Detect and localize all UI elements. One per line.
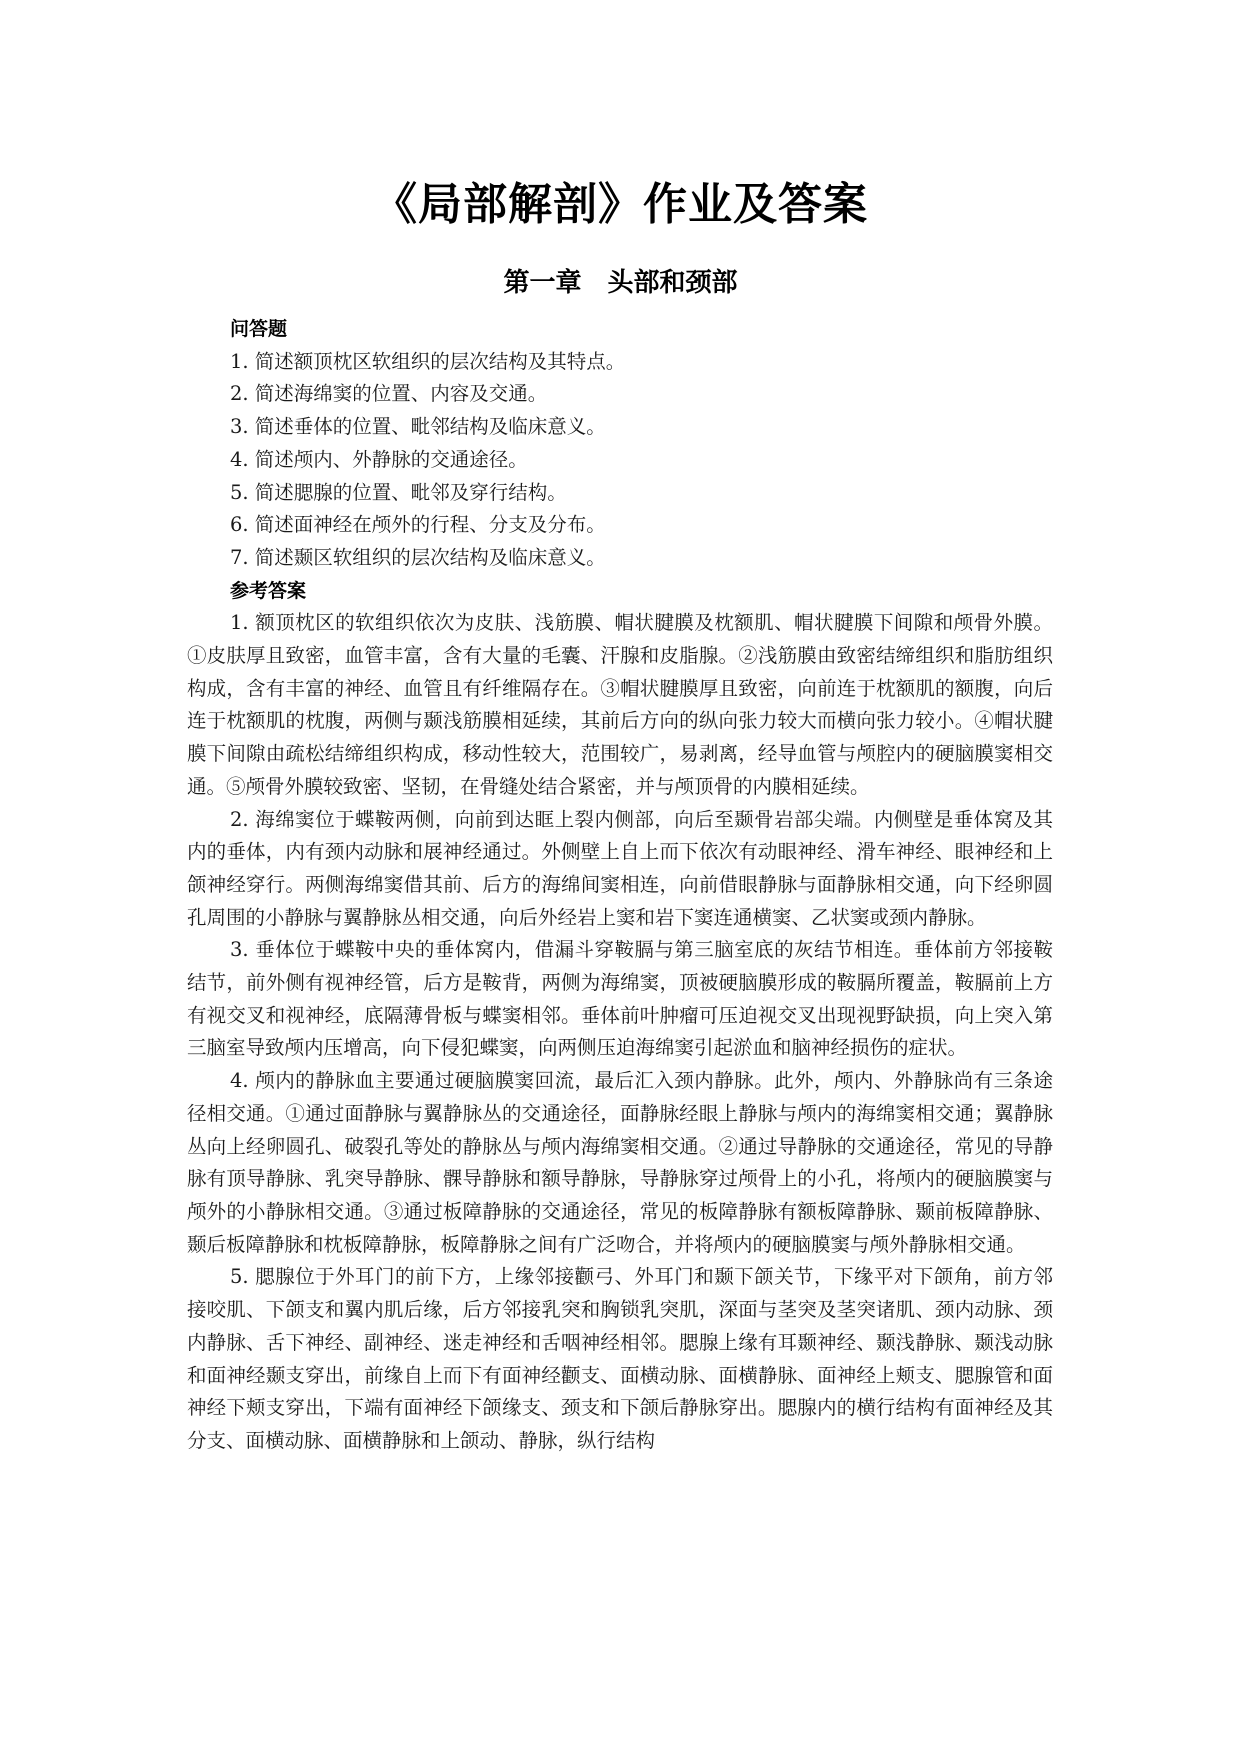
document-body bbox=[187, 313, 1053, 1458]
question-item: 5. 简述腮腺的位置、毗邻及穿行结构。 bbox=[230, 480, 567, 504]
chapter-heading: 第一章 头部和颈部 bbox=[503, 268, 738, 298]
answer-paragraph: 3. 垂体位于蝶鞍中央的垂体窝内，借漏斗穿鞍膈与第三脑室底的灰结节相连。垂体前方邻接鞍结节，前外侧有视神经管，后方是鞍背，两侧为海绵窦，顶被硬脑膜形成的鞍膈所覆盖，鞍膈前上方有视交叉和视神经，底隔薄骨板与蝶窦相邻。垂体前叶肿瘤可压迫视交叉出现视野缺损，向上突入第三脑室导致颅内压增高，向下侵犯蝶窦，向两侧压迫海绵窦引起淤血和脑神经损伤的症状。 bbox=[187, 938, 1053, 1060]
question-item: 7. 简述颞区软组织的层次结构及临床意义。 bbox=[230, 545, 606, 569]
answer-paragraph: 4. 颅内的静脉血主要通过硬脑膜窦回流，最后汇入颈内静脉。此外，颅内、外静脉尚有三条途径相交通。①通过面静脉与翼静脉丛的交通途径，面静脉经眼上静脉与颅内的海绵窦相交通；翼静脉丛向上经卵圆孔、破裂孔等处的静脉丛与颅内海绵窦相交通。②通过导静脉的交通途径，常见的导静脉有顶导静脉、乳突导静脉、髁导静脉和额导静脉，导静脉穿过颅骨上的小孔，将颅内的硬脑膜窦与颅外的小静脉相交通。③通过板障静脉的交通途径，常见的板障静脉有额板障静脉、颞前板障静脉、颞后板障静脉和枕板障静脉，板障静脉之间有广泛吻合，并将颅内的硬脑膜窦与颅外静脉相交通。 bbox=[187, 1069, 1053, 1256]
document-title: 《局部解剖》作业及答案 bbox=[373, 179, 868, 230]
question-item: 1. 简述额顶枕区软组织的层次结构及其特点。 bbox=[230, 349, 626, 373]
answers-heading: 参考答案 bbox=[230, 579, 307, 602]
answer-paragraph: 5. 腮腺位于外耳门的前下方，上缘邻接颧弓、外耳门和颞下颌关节，下缘平对下颌角，前方邻接咬肌、下颌支和翼内肌后缘，后方邻接乳突和胸锁乳突肌，深面与茎突及茎突诸肌、颈内动脉、颈内静脉、舌下神经、副神经、迷走神经和舌咽神经相邻。腮腺上缘有耳颞神经、颞浅静脉、颞浅动脉和面神经颞支穿出，前缘自上而下有面神经颧支、面横动脉、面横静脉、面神经上颊支、腮腺管和面神经下颊支穿出，下端有面神经下颌缘支、颈支和下颌后静脉穿出。腮腺内的横行结构有面神经及其分支、面横动脉、面横静脉和上颌动、静脉，纵行结构 bbox=[187, 1265, 1053, 1452]
questions-heading: 问答题 bbox=[230, 318, 288, 340]
question-item: 6. 简述面神经在颅外的行程、分支及分布。 bbox=[230, 513, 606, 537]
answer-paragraph: 1. 额顶枕区的软组织依次为皮肤、浅筋膜、帽状腱膜及枕额肌、帽状腱膜下间隙和颅骨外膜。①皮肤厚且致密，血管丰富，含有大量的毛囊、汗腺和皮脂腺。②浅筋膜由致密结缔组织和脂肪组织构成，含有丰富的神经、血管且有纤维隔存在。③帽状腱膜厚且致密，向前连于枕额肌的额腹，向后连于枕额肌的枕腹，两侧与颞浅筋膜相延续，其前后方向的纵向张力较大而横向张力较小。④帽状腱膜下间隙由疏松结缔组织构成，移动性较大，范围较广，易剥离，经导血管与颅腔内的硬脑膜窦相交通。⑤颅骨外膜较致密、坚韧，在骨缝处结合紧密，并与颅顶骨的内膜相延续。 bbox=[187, 611, 1053, 798]
question-item: 4. 简述颅内、外静脉的交通途径。 bbox=[230, 447, 528, 471]
answer-paragraph: 2. 海绵窦位于蝶鞍两侧，向前到达眶上裂内侧部，向后至颞骨岩部尖端。内侧壁是垂体窝及其内的垂体，内有颈内动脉和展神经通过。外侧壁上自上而下依次有动眼神经、滑车神经、眼神经和上颌神经穿行。两侧海绵窦借其前、后方的海绵间窦相连，向前借眼静脉与面静脉相交通，向下经卵圆孔周围的小静脉与翼静脉丛相交通，向后外经岩上窦和岩下窦连通横窦、乙状窦或颈内静脉。 bbox=[187, 807, 1053, 929]
question-item: 2. 简述海绵窦的位置、内容及交通。 bbox=[230, 382, 548, 406]
question-item: 3. 简述垂体的位置、毗邻结构及临床意义。 bbox=[230, 415, 606, 439]
